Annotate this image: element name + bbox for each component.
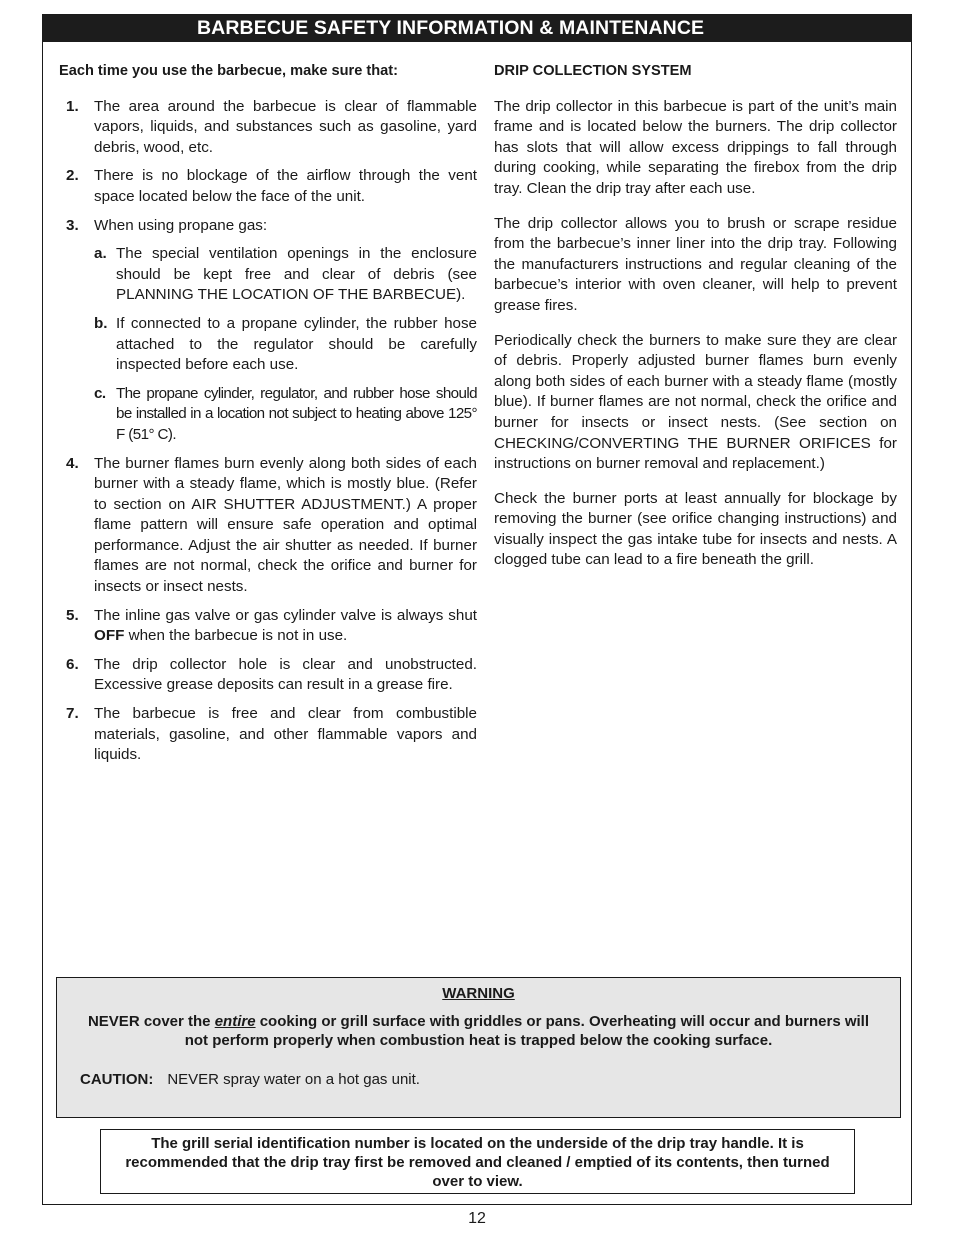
- serial-number-note: The grill serial identification number is located on the underside of the drip tray handle. It is recommended that the drip tray first be removed and cleaned / emptied of its contents, then turned over to view.: [100, 1129, 855, 1194]
- caution-line: [80, 1071, 420, 1088]
- drip-collection-column: [494, 61, 897, 585]
- paragraph-3: Periodically check the burners to make sure they are clear of debris. Properly adjusted burner flames burn evenly along both sides of each burner with a steady flame (mostly blue). If burner flames are not normal, check the orifice and burner for insects or insect nests. (See section on CHECKING/CONVERTING THE BURNER ORIFICES for instructions on burner removal and replacement.): [494, 331, 897, 473]
- warning-box: [56, 977, 901, 1118]
- section-heading: DRIP COLLECTION SYSTEM: [494, 63, 692, 79]
- item-number: 5.: [66, 606, 79, 624]
- warning-text-after: cooking or grill surface with griddles or pans. Overheating will occur and burners will not perform properly when combustion heat is trapped below the cooking surface.: [184, 1013, 870, 1049]
- propane-sublist: [94, 244, 477, 445]
- checklist-item-5: [59, 606, 477, 647]
- item-number: 4.: [66, 454, 79, 472]
- item-text: The area around the barbecue is clear of flammable vapors, liquids, and substances such as gasoline, yard debris, wood, etc.: [94, 97, 477, 156]
- off-emphasis: OFF: [94, 627, 125, 645]
- item-text: There is no blockage of the airflow through the vent space located below the face of the unit.: [94, 167, 477, 205]
- checklist-item-1: [59, 97, 477, 159]
- item-number: 6.: [66, 655, 79, 673]
- item-number: 7.: [66, 705, 79, 723]
- warning-emphasis: entire: [214, 1013, 256, 1030]
- page-frame: [42, 14, 912, 1205]
- checklist-item-3: [59, 216, 477, 446]
- paragraph-2: The drip collector allows you to brush or scrape residue from the barbecue’s inner liner into the drip tray. Following the manufacturers instructions and regular cleaning of the barbecue’s interior with oven cleaner, will help to prevent grease fires.: [494, 214, 897, 314]
- paragraph-1: The drip collector in this barbecue is part of the unit’s main frame and is located below the burners. The drip collector has slots that will allow excess drippings to fall through during cooking, while separating the firebox from the drip tray. Clean the drip tray after each use.: [494, 97, 897, 197]
- checklist: [59, 97, 477, 766]
- caution-text: NEVER spray water on a hot gas unit.: [167, 1071, 420, 1088]
- checklist-intro: Each time you use the barbecue, make sure that:: [59, 63, 399, 79]
- checklist-item-6: [59, 655, 477, 696]
- item-text: The drip collector hole is clear and unobstructed. Excessive grease deposits can result in a grease fire.: [94, 655, 477, 694]
- sub-item-b: [94, 314, 477, 376]
- item-number: 1.: [66, 97, 79, 115]
- page-title: BARBECUE SAFETY INFORMATION & MAINTENANCE: [43, 15, 911, 42]
- checklist-item-4: [59, 454, 477, 598]
- paragraph-4: Check the burner ports at least annually for blockage by removing the burner (see orifice changing instructions) and visually inspect the gas intake tube for insects and nests. A clogged tube can lead to a fire beneath the grill.: [494, 489, 897, 569]
- page-number: 12: [468, 1210, 486, 1227]
- sub-text: If connected to a propane cylinder, the rubber hose attached to the regulator should be carefully inspected before each use.: [116, 314, 477, 374]
- item-number: 3.: [66, 216, 79, 234]
- sub-letter: c.: [94, 384, 106, 402]
- warning-title: WARNING: [442, 985, 515, 1002]
- item-text-after: when the barbecue is not in use.: [124, 627, 348, 645]
- item-text-before: The inline gas valve or gas cylinder valve is always shut: [94, 606, 477, 624]
- item-text: When using propane gas:: [94, 216, 268, 234]
- sub-text: The propane cylinder, regulator, and rubber hose should be installed in a location not subject to heating above 125° F (51° C).: [116, 384, 477, 443]
- sub-text: The special ventilation openings in the enclosure should be kept free and clear of debris (see PLANNING THE LOCATION OF THE BARBECUE).: [116, 245, 477, 304]
- item-text: The burner flames burn evenly along both sides of each burner with a steady flame, which is mostly blue. (Refer to section on AIR SHUTTER ADJUSTMENT.) A proper flame pattern will ensure safe operation and optimal performance. Adjust the air shutter as needed. If burner flames are not normal, check the orifice and burner for insects or insect nests.: [94, 454, 477, 596]
- sub-letter: b.: [94, 314, 108, 332]
- sub-item-c: [94, 384, 477, 446]
- sub-item-a: [94, 244, 477, 306]
- checklist-item-7: [59, 704, 477, 766]
- warning-text: [75, 1012, 882, 1050]
- checklist-item-2: [59, 166, 477, 207]
- warning-text-before: NEVER cover the: [87, 1013, 215, 1030]
- item-text: The barbecue is free and clear from combustible materials, gasoline, and other flammable vapors and liquids.: [94, 705, 477, 764]
- caution-label: CAUTION:: [80, 1071, 154, 1088]
- sub-letter: a.: [94, 245, 107, 263]
- item-number: 2.: [66, 167, 79, 185]
- safety-checklist-column: [59, 61, 477, 774]
